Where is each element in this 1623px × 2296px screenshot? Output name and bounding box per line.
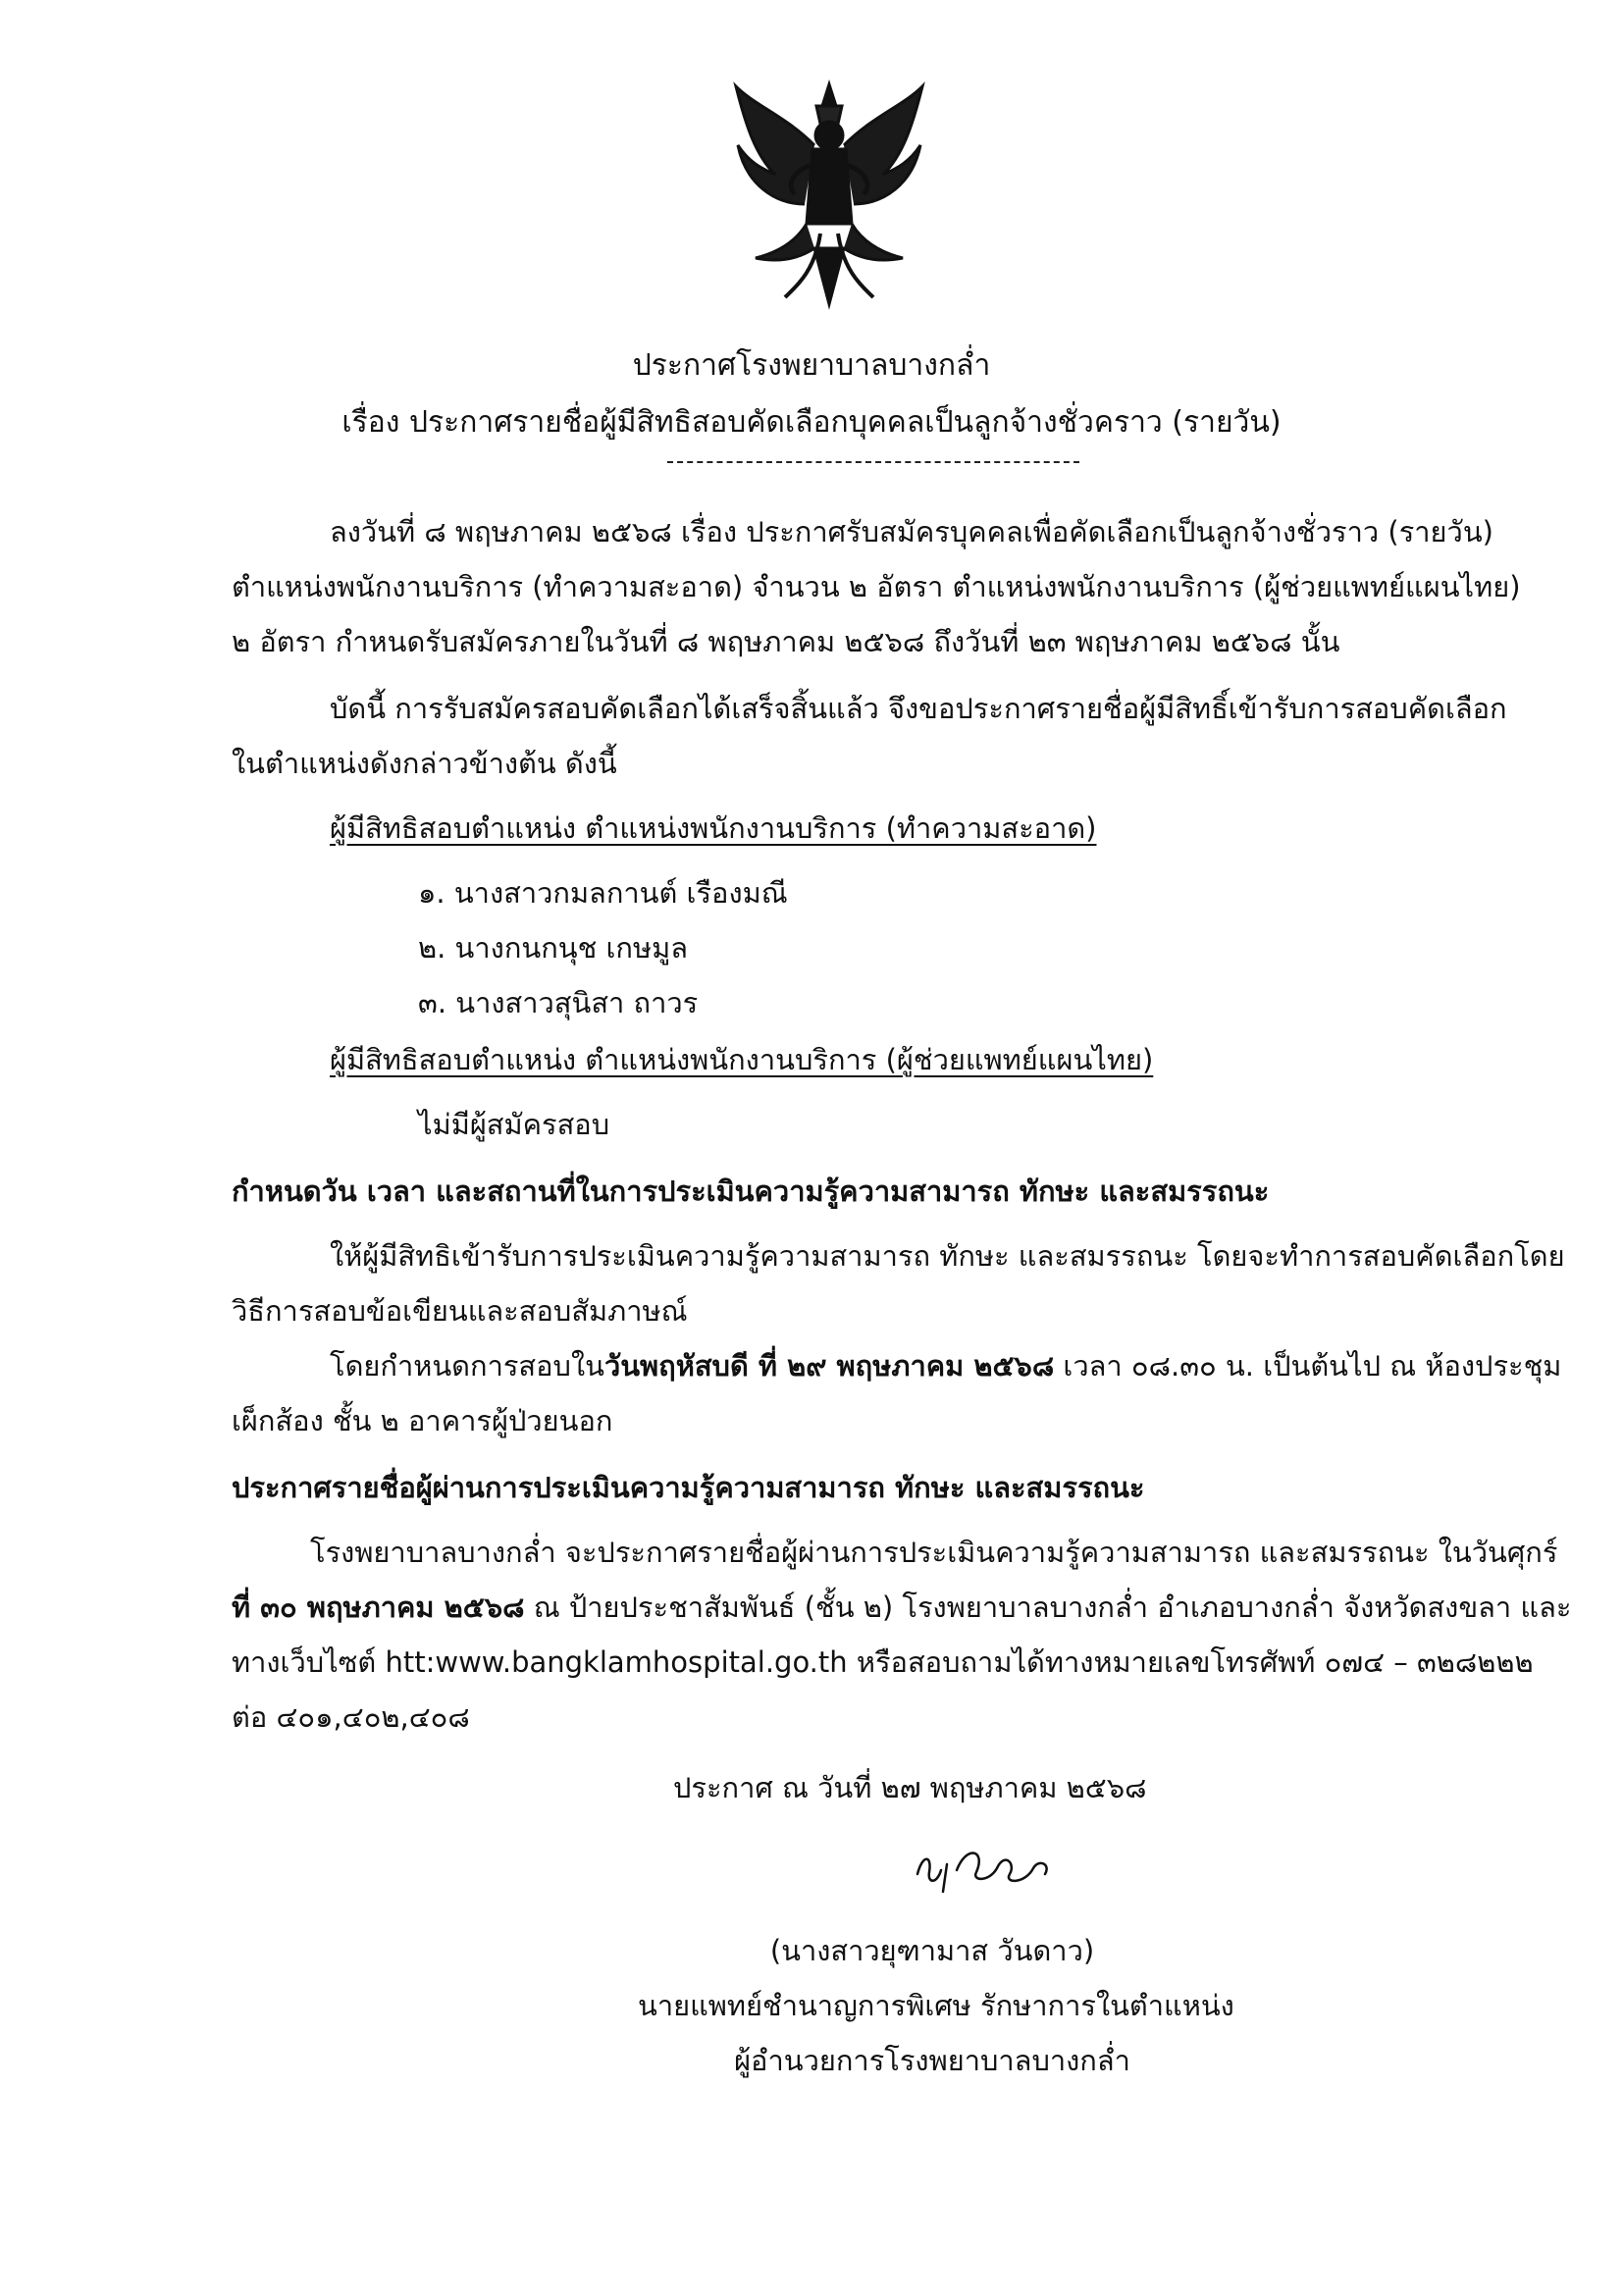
announce-line: ในตำแหน่งดังกล่าวข้างต้น ดังนี้ bbox=[232, 747, 617, 780]
results-location: ณ ป้ายประชาสัมพันธ์ (ชั้น ๒) โรงพยาบาลบางกล่ำ อำเภอบางกล่ำ จังหวัดสงขลา และ bbox=[524, 1591, 1572, 1624]
schedule-venue: เผ็กส้อง ชั้น ๒ อาคารผู้ป่วยนอก bbox=[232, 1404, 613, 1437]
signer-position: นายแพทย์ชำนาญการพิเศษ รักษาการในตำแหน่ง bbox=[638, 1989, 1234, 2022]
schedule-date: วันพฤหัสบดี ที่ ๒๙ พฤษภาคม ๒๕๖๘ bbox=[603, 1349, 1055, 1383]
no-applicant-note: ไม่มีผู้สมัครสอบ bbox=[418, 1108, 610, 1141]
intro-line: ลงวันที่ ๘ พฤษภาคม ๒๕๖๘ เรื่อง ประกาศรับสมัครบุคคลเพื่อคัดเลือกเป็นลูกจ้างชั่วราว (รายวัน) bbox=[330, 515, 1493, 548]
candidate-item: ๓. นางสาวสุนิสา ถาวร bbox=[418, 986, 699, 1019]
signer-position: ผู้อำนวยการโรงพยาบาลบางกล่ำ bbox=[734, 2044, 1130, 2077]
candidate-item: ๑. นางสาวกมลกานต์ เรืองมณี bbox=[418, 876, 788, 910]
schedule-date-line bbox=[330, 1344, 1561, 1387]
schedule-line: ให้ผู้มีสิทธิเข้ารับการประเมินความรู้ความสามารถ ทักษะ และสมรรถนะ โดยจะทำการสอบคัดเลือกโดย bbox=[330, 1239, 1565, 1273]
announcement-title: ประกาศโรงพยาบาลบางกล่ำ bbox=[632, 348, 991, 383]
schedule-date-prefix: โดยกำหนดการสอบใน bbox=[330, 1349, 604, 1383]
announce-date: ประกาศ ณ วันที่ ๒๗ พฤษภาคม ๒๕๖๘ bbox=[673, 1771, 1147, 1804]
results-heading: ประกาศรายชื่อผู้ผ่านการประเมินความรู้ความสามารถ ทักษะ และสมรรถนะ bbox=[232, 1471, 1145, 1504]
announcement-subject: เรื่อง ประกาศรายชื่อผู้มีสิทธิสอบคัดเลือกบุคคลเป็นลูกจ้างชั่วคราว (รายวัน) bbox=[341, 405, 1282, 440]
announce-line: บัดนี้ การรับสมัครสอบคัดเลือกได้เสร็จสิ้นแล้ว จึงขอประกาศรายชื่อผู้มีสิทธิ์เข้ารับการสอบคัดเลือก bbox=[330, 692, 1507, 725]
results-date: ที่ ๓๐ พฤษภาคม ๒๕๖๘ bbox=[232, 1591, 525, 1624]
intro-line: ตำแหน่งพนักงานบริการ (ทำความสะอาด) จำนวน ๒ อัตรา ตำแหน่งพนักงานบริการ (ผู้ช่วยแพทย์แผนไทย) bbox=[232, 570, 1521, 603]
garuda-emblem-icon bbox=[726, 77, 932, 312]
schedule-time: เวลา ๐๘.๓๐ น. เป็นต้นไป ณ ห้องประชุม bbox=[1054, 1349, 1562, 1383]
results-line: โรงพยาบาลบางกล่ำ จะประกาศรายชื่อผู้ผ่านการประเมินความรู้ความสามารถ และสมรรถนะ ในวันศุกร์ bbox=[310, 1536, 1558, 1569]
schedule-heading: กำหนดวัน เวลา และสถานที่ในการประเมินความรู้ความสามารถ ทักษะ และสมรรถนะ bbox=[232, 1174, 1270, 1208]
results-contact: ทางเว็บไซต์ htt:www.bangklamhospital.go.th หรือสอบถามได้ทางหมายเลขโทรศัพท์ ๐๗๔ – ๓๒๘๒๒๒ bbox=[232, 1645, 1534, 1679]
section-heading-cleaning: ผู้มีสิทธิสอบตำแหน่ง ตำแหน่งพนักงานบริการ (ทำความสะอาด) bbox=[330, 811, 1097, 845]
signer-name: (นางสาวยุฑามาส วันดาว) bbox=[769, 1934, 1095, 1967]
signature-icon bbox=[908, 1835, 1065, 1904]
schedule-line: วิธีการสอบข้อเขียนและสอบสัมภาษณ์ bbox=[232, 1294, 688, 1328]
section-heading-thai-med: ผู้มีสิทธิสอบตำแหน่ง ตำแหน่งพนักงานบริการ (ผู้ช่วยแพทย์แผนไทย) bbox=[330, 1043, 1154, 1076]
results-contact-ext: ต่อ ๔๐๑,๔๐๒,๔๐๘ bbox=[232, 1700, 470, 1734]
results-date-line bbox=[232, 1586, 1571, 1629]
intro-line: ๒ อัตรา กำหนดรับสมัครภายในวันที่ ๘ พฤษภาคม ๒๕๖๘ ถึงวันที่ ๒๓ พฤษภาคม ๒๕๖๘ นั้น bbox=[232, 625, 1340, 658]
candidate-item: ๒. นางกนกนุช เกษมูล bbox=[418, 931, 688, 965]
title-divider bbox=[667, 461, 1079, 463]
